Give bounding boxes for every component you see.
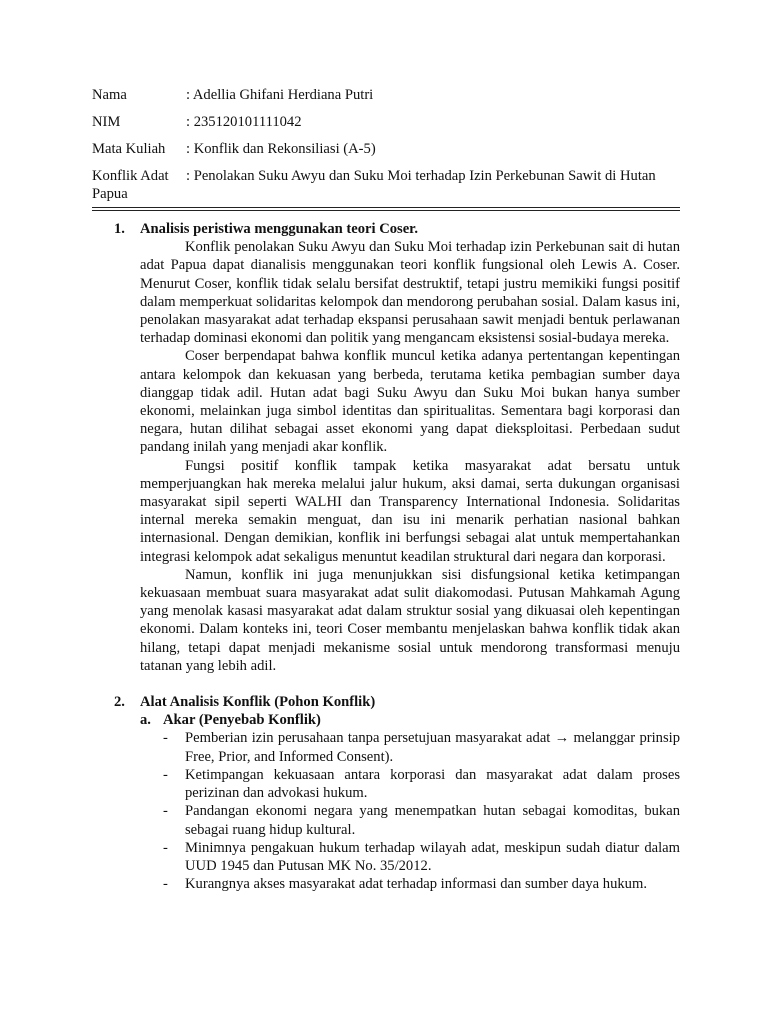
list-item: [163, 802, 680, 838]
header-row-conflict: [92, 167, 680, 203]
header-label: Mata Kuliah: [92, 141, 166, 157]
header-label: NIM: [92, 114, 121, 130]
paragraph: Konflik penolakan Suku Awyu dan Suku Moi terhadap izin Perkebunan sait di hutan adat Papua dapat dianalisis menggunakan teori konflik fungsional oleh Lewis A. Coser. Menurut Coser, konflik tidak selalu bersifat destruktif, tetapi justru memikiki fungsi positif dalam memperkuat solidaritas kelompok dan mendorong perubahan sosial. Dalam kasus ini, penolakan masyarakat adat terhadap ekspansi perusahaan sawit menjadi bentuk perlawanan terhadap dominasi ekonomi dan politik yang mengancam eksistensi sosial-budaya mereka.: [140, 239, 680, 347]
list-item: [163, 766, 680, 802]
list-item-text: Pandangan ekonomi negara yang menempatkan hutan sebagai komoditas, bukan sebagai ruang hidup kultural.: [185, 803, 680, 838]
list-item-text: Ketimpangan kekuasaan antara korporasi dan masyarakat adat dalam proses perizinan dan advokasi hukum.: [185, 766, 680, 802]
paragraph: Namun, konflik ini juga menunjukkan sisi disfungsional ketika ketimpangan kekuasaan membuat suara masyarakat adat sulit diakomodasi. Putusan Mahkamah Agung yang menolak kasasi masyarakat adat dalam struktur sosial yang dikuasai oleh kepentingan ekonomi. Dalam konteks ini, teori Coser membantu menjelaskan bahwa konflik tidak akan hilang, tetapi dapat menjadi mekanisme sosial untuk mendorong transformasi menuju tatanan yang lebih adil.: [140, 566, 680, 674]
header-value: : Penolakan Suku Awyu dan Suku Moi terhadap Izin Perkebunan Sawit di Hutan: [186, 168, 656, 184]
dash-bullet: -: [163, 803, 168, 820]
subsection-a-heading: [140, 711, 680, 729]
list-item: [163, 839, 680, 875]
header-label: Konflik Adat Papua: [92, 168, 169, 202]
list-item-text: Minimnya pengakuan hukum terhadap wilayah adat, meskipun sudah diatur dalam UUD 1945 dan Putusan MK No. 35/2012.: [185, 839, 680, 874]
subsection-letter: a.: [140, 712, 151, 729]
paragraph: Coser berpendapat bahwa konflik muncul ketika adanya pertentangan kepentingan antara kelompok dan kekuasan yang berbeda, terutama ketika pembagian sumber daya dianggap tidak adil. Hutan adat bagi Suku Awyu dan Suku Moi bukan hanya sumber ekonomi, melainkan juga simbol identitas dan spiritualitas. Sementara bagi korporasi dan negara, hutan dilihat sebagai asset ekonomi yang dapat dieksploitasi. Perbedaan sudut pandang inilah yang menjadi akar konflik.: [140, 348, 680, 456]
list-item-text: Kurangnya akses masyarakat adat terhadap informasi dan sumber daya hukum.: [185, 876, 647, 893]
section-number: 2.: [114, 694, 125, 711]
dash-bullet: -: [163, 766, 168, 783]
header-value: : Adellia Ghifani Herdiana Putri: [186, 87, 374, 103]
header-row-name: [92, 86, 680, 104]
list-item-text: Pemberian izin perusahaan tanpa persetujuan masyarakat adat → melanggar prinsip Free, Prior, and Informed Consent).: [185, 730, 680, 765]
dash-bullet: -: [163, 876, 168, 893]
section-1-heading: [92, 220, 680, 238]
header-label: Nama: [92, 87, 127, 103]
student-info-header: [92, 86, 680, 211]
dash-bullet: -: [163, 839, 168, 856]
spacer: [92, 675, 680, 693]
section-2-heading: [92, 693, 680, 711]
section-title: Analisis peristiwa menggunakan teori Coser.: [140, 221, 418, 237]
section-title: Alat Analisis Konflik (Pohon Konflik): [140, 694, 376, 711]
header-divider-double: [92, 210, 680, 211]
header-divider: [92, 207, 680, 208]
header-value: : 235120101111042: [186, 114, 302, 130]
header-row-nim: [92, 113, 680, 131]
dash-bullet: -: [163, 730, 168, 747]
header-row-course: [92, 140, 680, 158]
subsection-title: Akar (Penyebab Konflik): [163, 712, 321, 729]
list-item: [163, 729, 680, 765]
section-number: 1.: [114, 221, 125, 237]
list-item: [163, 875, 680, 893]
document-body: [92, 220, 680, 893]
paragraph: Fungsi positif konflik tampak ketika masyarakat adat bersatu untuk memperjuangkan hak mereka melalui jalur hukum, aksi damai, serta dukungan organisasi masyarakat sipil seperti WALHI dan Transparency International Indonesia. Solidaritas internal mereka semakin menguat, dan isu ini menarik perhatian nasional bahkan internasional. Dengan demikian, konflik ini berfungsi sebagai alat untuk mempertahankan integrasi kelompok adat sekaligus menuntut keadilan struktural dari negara dan korporasi.: [140, 457, 680, 565]
header-value: : Konflik dan Rekonsiliasi (A-5): [186, 141, 376, 157]
bullet-list: [163, 729, 680, 893]
